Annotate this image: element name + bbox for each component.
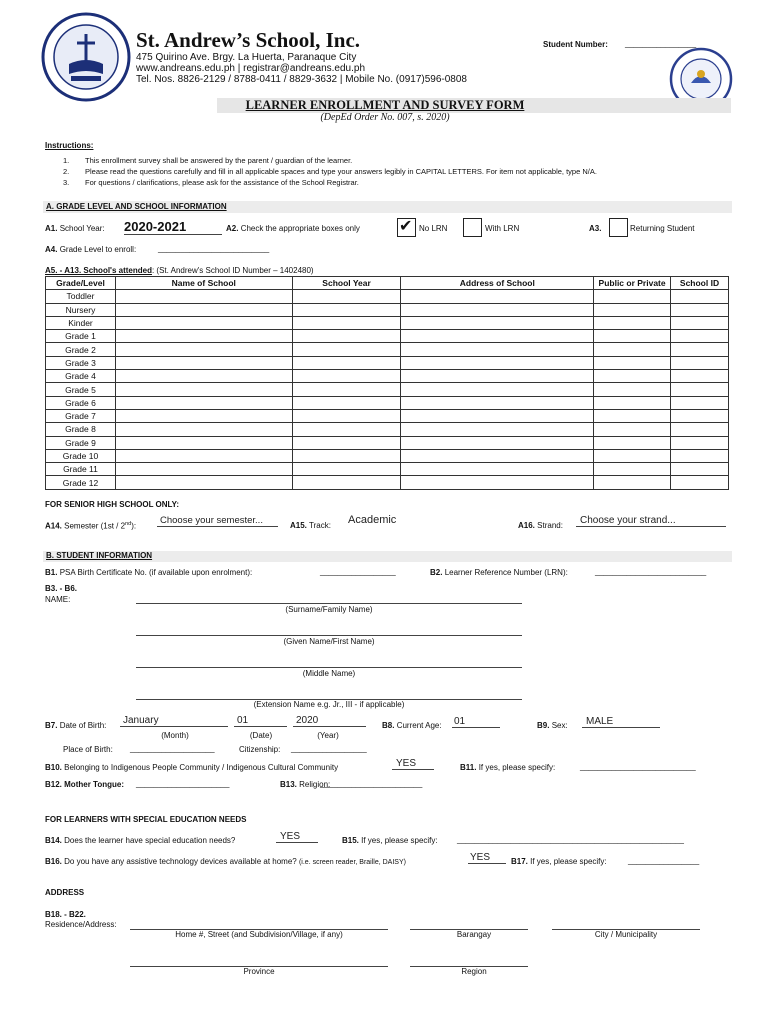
col-header: Grade/Level [46,277,116,290]
lrn-field[interactable]: _________________________ [595,567,707,576]
school-seal-icon [41,12,131,102]
school-name: St. Andrew’s School, Inc. [136,28,361,52]
table-row [46,383,729,396]
surname-caption: (Surname/Family Name) [285,605,373,614]
province-caption: Province [243,967,275,976]
table-row [46,463,729,476]
table-input-cell[interactable] [594,409,671,422]
grade-level-cell: Grade 12 [46,476,116,489]
b12-label: B12. Mother Tongue: [45,780,124,789]
schools-attended-table [45,276,729,490]
col-header: School ID [671,277,729,290]
grade-level-cell: Grade 6 [46,396,116,409]
with-lrn-label: With LRN [485,224,520,233]
region-caption: Region [461,967,487,976]
table-input-cell[interactable] [115,423,292,436]
table-row [46,436,729,449]
table-input-cell[interactable] [671,383,729,396]
grade-level-cell: Grade 5 [46,383,116,396]
a4-label: A4. Grade Level to enroll: [45,245,137,254]
b9-label: B9. Sex: [537,721,568,730]
table-input-cell[interactable] [594,383,671,396]
table-input-cell[interactable] [594,463,671,476]
table-input-cell[interactable] [594,449,671,462]
b11-label: B11. If yes, please specify: [460,763,556,772]
table-input-cell[interactable] [594,303,671,316]
table-input-cell[interactable] [401,383,594,396]
barangay-caption: Barangay [456,930,492,939]
a3-code: A3. [589,224,602,233]
table-input-cell[interactable] [401,409,594,422]
a5-label: A5. - A13. School's attended: (St. Andrew's School ID Number – 1402480) [45,266,314,275]
col-header: School Year [292,277,401,290]
no-lrn-checkbox[interactable] [397,218,416,237]
table-input-cell[interactable] [401,463,594,476]
table-row [46,356,729,369]
grade-level-cell: Grade 2 [46,343,116,356]
table-input-cell[interactable] [292,463,401,476]
table-input-cell[interactable] [594,330,671,343]
col-header: Public or Private [594,277,671,290]
instruction-num: 3. [63,178,70,187]
table-input-cell[interactable] [401,423,594,436]
table-input-cell[interactable] [401,303,594,316]
b15-field[interactable]: ___________________________________________________ [457,835,684,844]
section-b-heading: B. STUDENT INFORMATION [46,551,153,560]
track-field[interactable]: Academic [348,514,397,526]
table-input-cell[interactable] [401,316,594,329]
instruction-num: 2. [63,167,70,176]
table-input-cell[interactable] [594,476,671,489]
instruction-text: For questions / clarifications, please ask for the assistance of the School Registrar. [85,178,359,187]
table-input-cell[interactable] [671,343,729,356]
table-input-cell[interactable] [292,396,401,409]
table-input-cell[interactable] [671,330,729,343]
a2-label: A2. Check the appropriate boxes only [226,224,360,233]
table-input-cell[interactable] [115,343,292,356]
given-name-caption: (Given Name/First Name) [283,637,375,646]
grade-level-cell: Toddler [46,290,116,303]
table-row [46,423,729,436]
table-input-cell[interactable] [292,370,401,383]
b16-label: B16. Do you have any assistive technology devices available at home? (i.e. screen reader, Braille, DAISY) [45,857,406,866]
sped-heading: FOR LEARNERS WITH SPECIAL EDUCATION NEEDS [45,815,247,824]
col-header: Name of School [115,277,292,290]
table-input-cell[interactable] [292,476,401,489]
table-input-cell[interactable] [671,463,729,476]
indigenous-field[interactable]: YES [392,758,434,770]
region-field[interactable] [410,955,528,967]
name-label: NAME: [45,595,71,604]
table-input-cell[interactable] [115,463,292,476]
table-input-cell[interactable] [671,316,729,329]
grade-level-cell: Grade 1 [46,330,116,343]
table-header-row [46,277,729,290]
table-input-cell[interactable] [594,316,671,329]
table-input-cell[interactable] [115,316,292,329]
instructions-label: Instructions: [45,141,94,150]
dob-month-field[interactable]: January [120,715,228,727]
table-input-cell[interactable] [292,356,401,369]
table-input-cell[interactable] [671,290,729,303]
instruction-text: Please read the questions carefully and fill in all applicable spaces and type your answers legibly in CAPITAL LETTERS. For item not applicable, type N/A. [85,167,597,176]
address-heading: ADDRESS [45,888,85,897]
year-caption: (Year) [317,731,339,740]
grade-level-cell: Grade 3 [46,356,116,369]
table-input-cell[interactable] [671,396,729,409]
table-input-cell[interactable] [594,370,671,383]
table-input-cell[interactable] [671,449,729,462]
table-input-cell[interactable] [401,396,594,409]
table-input-cell[interactable] [671,409,729,422]
city-field[interactable] [552,918,700,930]
a14-label: A14. Semester (1st / 2nd): [45,521,137,531]
table-row [46,343,729,356]
pob-label: Place of Birth: [63,745,113,754]
returning-student-label: Returning Student [630,224,695,233]
table-input-cell[interactable] [671,423,729,436]
b2-label: B2. Learner Reference Number (LRN): [430,568,568,577]
table-row [46,303,729,316]
form-subtitle: (DepEd Order No. 007, s. 2020) [320,112,450,123]
table-input-cell[interactable] [292,436,401,449]
b17-field[interactable]: ________________ [628,856,700,865]
table-input-cell[interactable] [401,356,594,369]
table-input-cell[interactable] [115,356,292,369]
home-street-caption: Home #, Street (and Subdivision/Village, if any) [175,930,343,939]
instruction-text: This enrollment survey shall be answered by the parent / guardian of the learner. [85,156,353,165]
extension-name-field[interactable] [136,688,522,700]
b14-label: B14. Does the learner have special education needs? [45,836,236,845]
home-street-field[interactable] [130,918,388,930]
semester-select[interactable]: Choose your semester... [157,515,278,527]
province-field[interactable] [130,955,388,967]
table-input-cell[interactable] [292,449,401,462]
table-input-cell[interactable] [115,396,292,409]
table-input-cell[interactable] [401,370,594,383]
table-row [46,409,729,422]
table-input-cell[interactable] [594,423,671,436]
student-number-label: Student Number: [543,40,608,49]
grade-level-cell: Grade 10 [46,449,116,462]
religion-field[interactable]: _______________________ [320,779,423,788]
table-input-cell[interactable] [401,476,594,489]
a1-label: A1. School Year: [45,224,105,233]
table-row [46,316,729,329]
table-input-cell[interactable] [671,356,729,369]
form-title: LEARNER ENROLLMENT AND SURVEY FORM [245,98,525,112]
grade-level-cell: Kinder [46,316,116,329]
grade-level-field[interactable]: _________________________ [158,244,270,253]
table-input-cell[interactable] [401,343,594,356]
b11-field[interactable]: __________________________ [580,762,696,771]
school-address: 475 Quirino Ave. Brgy. La Huerta, Paranaque City [136,52,357,63]
table-input-cell[interactable] [292,303,401,316]
middle-name-field[interactable] [136,656,522,668]
pob-field[interactable]: ___________________ [130,744,215,753]
table-row [46,290,729,303]
extension-name-caption: (Extension Name e.g. Jr., III - if applicable) [253,700,405,709]
barangay-field[interactable] [410,918,528,930]
strand-select[interactable]: Choose your strand... [576,515,726,527]
table-row [46,370,729,383]
grade-level-cell: Grade 11 [46,463,116,476]
dob-year-field[interactable]: 2020 [293,715,366,727]
middle-name-caption: (Middle Name) [302,669,356,678]
table-input-cell[interactable] [594,396,671,409]
table-input-cell[interactable] [115,476,292,489]
table-input-cell[interactable] [292,383,401,396]
table-input-cell[interactable] [115,370,292,383]
table-input-cell[interactable] [401,436,594,449]
surname-field[interactable] [136,592,522,604]
city-caption: City / Municipality [594,930,658,939]
with-lrn-checkbox[interactable] [463,218,482,237]
dob-date-field[interactable]: 01 [234,715,287,727]
table-row [46,396,729,409]
b18-code: B18. - B22. [45,910,86,919]
a15-label: A15. Track: [290,521,331,530]
citizenship-label: Citizenship: [239,745,281,754]
table-input-cell[interactable] [115,436,292,449]
table-input-cell[interactable] [292,343,401,356]
grade-level-cell: Grade 4 [46,370,116,383]
shs-heading: FOR SENIOR HIGH SCHOOL ONLY: [45,500,180,509]
instruction-num: 1. [63,156,70,165]
table-row [46,449,729,462]
sped-needs-field[interactable]: YES [276,831,318,843]
table-input-cell[interactable] [115,383,292,396]
returning-student-checkbox[interactable] [609,218,628,237]
table-input-cell[interactable] [594,343,671,356]
student-number-field[interactable]: ________________ [625,39,697,48]
table-input-cell[interactable] [292,423,401,436]
grade-level-cell: Nursery [46,303,116,316]
b7-label: B7. Date of Birth: [45,721,107,730]
table-input-cell[interactable] [594,436,671,449]
table-input-cell[interactable] [292,290,401,303]
table-input-cell[interactable] [671,303,729,316]
date-caption: (Date) [249,731,273,740]
b15-label: B15. If yes, please specify: [342,836,438,845]
current-age-field[interactable]: 01 [452,716,500,728]
table-input-cell[interactable] [594,290,671,303]
section-a-heading: A. GRADE LEVEL AND SCHOOL INFORMATION [46,202,227,211]
grade-level-cell: Grade 9 [46,436,116,449]
table-input-cell[interactable] [292,330,401,343]
b8-label: B8. Current Age: [382,721,442,730]
table-input-cell[interactable] [292,316,401,329]
b17-label: B17. If yes, please specify: [511,857,607,866]
given-name-field[interactable] [136,624,522,636]
table-input-cell[interactable] [401,449,594,462]
table-input-cell[interactable] [115,303,292,316]
table-input-cell[interactable] [671,370,729,383]
table-input-cell[interactable] [115,409,292,422]
b13-label: B13. Religion: [280,780,331,789]
table-input-cell[interactable] [671,436,729,449]
table-input-cell[interactable] [115,330,292,343]
b3-code: B3. - B6. [45,584,78,593]
table-input-cell[interactable] [115,449,292,462]
grade-level-cell: Grade 8 [46,423,116,436]
residence-label: Residence/Address: [45,920,117,929]
table-input-cell[interactable] [401,290,594,303]
no-lrn-label: No LRN [419,224,448,233]
table-input-cell[interactable] [594,356,671,369]
table-row [46,476,729,489]
table-row [46,330,729,343]
assistive-tech-field[interactable]: YES [468,852,506,864]
b10-label: B10. Belonging to Indigenous People Community / Indigenous Cultural Community [45,763,339,772]
a16-label: A16. Strand: [518,521,563,530]
school-year-field[interactable]: 2020-2021 [124,219,222,235]
sex-field[interactable]: MALE [582,716,660,728]
b1-label: B1. PSA Birth Certificate No. (if available upon enrolment): [45,568,253,577]
citizenship-field[interactable]: _________________ [291,744,367,753]
grade-level-cell: Grade 7 [46,409,116,422]
table-input-cell[interactable] [401,330,594,343]
check-icon: ✔ [399,218,413,235]
table-input-cell[interactable] [115,290,292,303]
table-input-cell[interactable] [292,409,401,422]
school-web: www.andreans.edu.ph | registrar@andreans.edu.ph [136,63,365,74]
table-input-cell[interactable] [671,476,729,489]
mother-tongue-field[interactable]: _____________________ [136,779,230,788]
month-caption: (Month) [161,731,189,740]
school-phones: Tel. Nos. 8826-2129 / 8788-0411 / 8829-3632 | Mobile No. (0917)596-0808 [136,74,467,85]
psa-cert-field[interactable]: _________________ [320,567,396,576]
col-header: Address of School [401,277,594,290]
